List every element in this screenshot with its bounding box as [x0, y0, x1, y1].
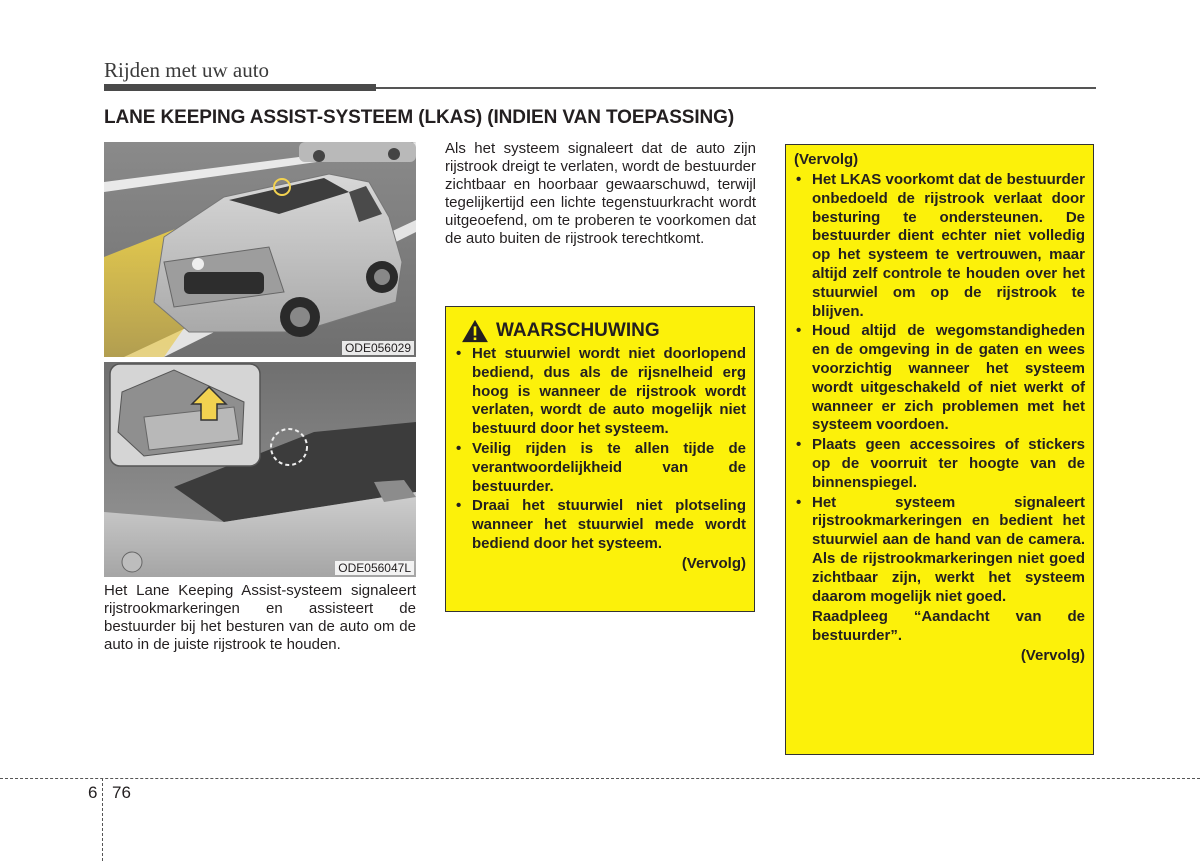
continued-list	[794, 171, 1085, 646]
continued-item: • Plaats geen accessoires of stickers op de voorruit ter hoogte van de binnenspiegel.	[794, 436, 1085, 492]
footer-vertical-divider	[102, 778, 103, 861]
figure-lkas-camera-view	[104, 142, 416, 357]
warning-list	[454, 345, 746, 554]
chapter-header-title: Rijden met uw auto	[104, 58, 270, 82]
warning-triangle-icon	[460, 319, 490, 343]
warning-box	[445, 306, 755, 612]
continued-item-camera	[794, 494, 1085, 646]
chapter-number: 6	[88, 783, 98, 802]
figure-code: ODE056029	[342, 341, 414, 355]
warning-continued-box	[785, 144, 1094, 755]
continued-label: (Vervolg)	[1020, 646, 1085, 664]
section-title: LANE KEEPING ASSIST-SYSTEEM (LKAS) (INDIEN VAN TOEPASSING)	[104, 107, 735, 128]
mirror-inset	[110, 364, 260, 466]
windshield-camera-illustration	[104, 362, 416, 577]
header-rule-thin	[376, 87, 1096, 89]
continued-item-text: Het systeem signaleert rijstrookmarkeringen en bedient het stuurwiel aan de hand van de camera. Als de rijstrookmarkeringen niet goed zichtbaar zijn, werkt het systeem daarom mogelijk niet goed.	[812, 493, 1085, 605]
figure-code: ODE056047L	[335, 561, 414, 575]
oncoming-car	[299, 142, 416, 162]
footer-divider	[0, 778, 1200, 779]
warning-title: WAARSCHUWING	[496, 320, 660, 341]
continued-item: • Houd altijd de wegomstandigheden en de omgeving in de gaten en wees voorzichtig wanneer het systeem wordt uitgeschakeld of niet werkt of wanneer er zich problemen met het systeem voordoen.	[794, 322, 1085, 435]
intro-paragraph: Het Lane Keeping Assist-systeem signaleert rijstrookmarkeringen en assisteert de bestuurder bij het besturen van de auto om de auto in de juiste rijstrook te houden.	[104, 582, 416, 653]
warning-continued-label: (Vervolg)	[681, 554, 746, 572]
continued-item: • Het LKAS voorkomt dat de bestuurder onbedoeld de rijstrook verlaat door besturing te ondersteunen. De bestuurder dient echter niet volledig op het systeem te vertrouwen, maar altijd zelf controle te houden over het stuurwiel om op de rijstrook te blijven.	[794, 171, 1085, 321]
page-number: 76	[112, 783, 131, 802]
reference-note: Raadpleeg “Aandacht van de bestuurder”.	[812, 608, 1085, 645]
figure-lkas-camera-location	[104, 362, 416, 577]
warning-item: • Het stuurwiel wordt niet doorlopend bediend, dus als de rijsnelheid erg hoog is wanneer de rijstrook wordt verlaten, wordt de auto mogelijk niet bestuurd door het systeem.	[454, 345, 746, 439]
header-rule-thick	[104, 84, 376, 91]
lkas-description-paragraph: Als het systeem signaleert dat de auto zijn rijstrook dreigt te verlaten, wordt de bestuurder zichtbaar en hoorbaar gewaarschuwd, terwijl tegelijkertijd een lichte tegenstuurkracht wordt uitgeoefend, om te proberen te voorkomen dat de auto buiten de rijstrook terechtkomt.	[445, 140, 756, 247]
continued-header: (Vervolg)	[794, 151, 859, 168]
car-camera-illustration	[104, 142, 416, 357]
warning-header	[460, 319, 746, 343]
warning-item: • Draai het stuurwiel niet plotseling wanneer het stuurwiel mede wordt bediend door het systeem.	[454, 497, 746, 553]
warning-item: • Veilig rijden is te allen tijde de verantwoordelijkheid van de bestuurder.	[454, 440, 746, 496]
